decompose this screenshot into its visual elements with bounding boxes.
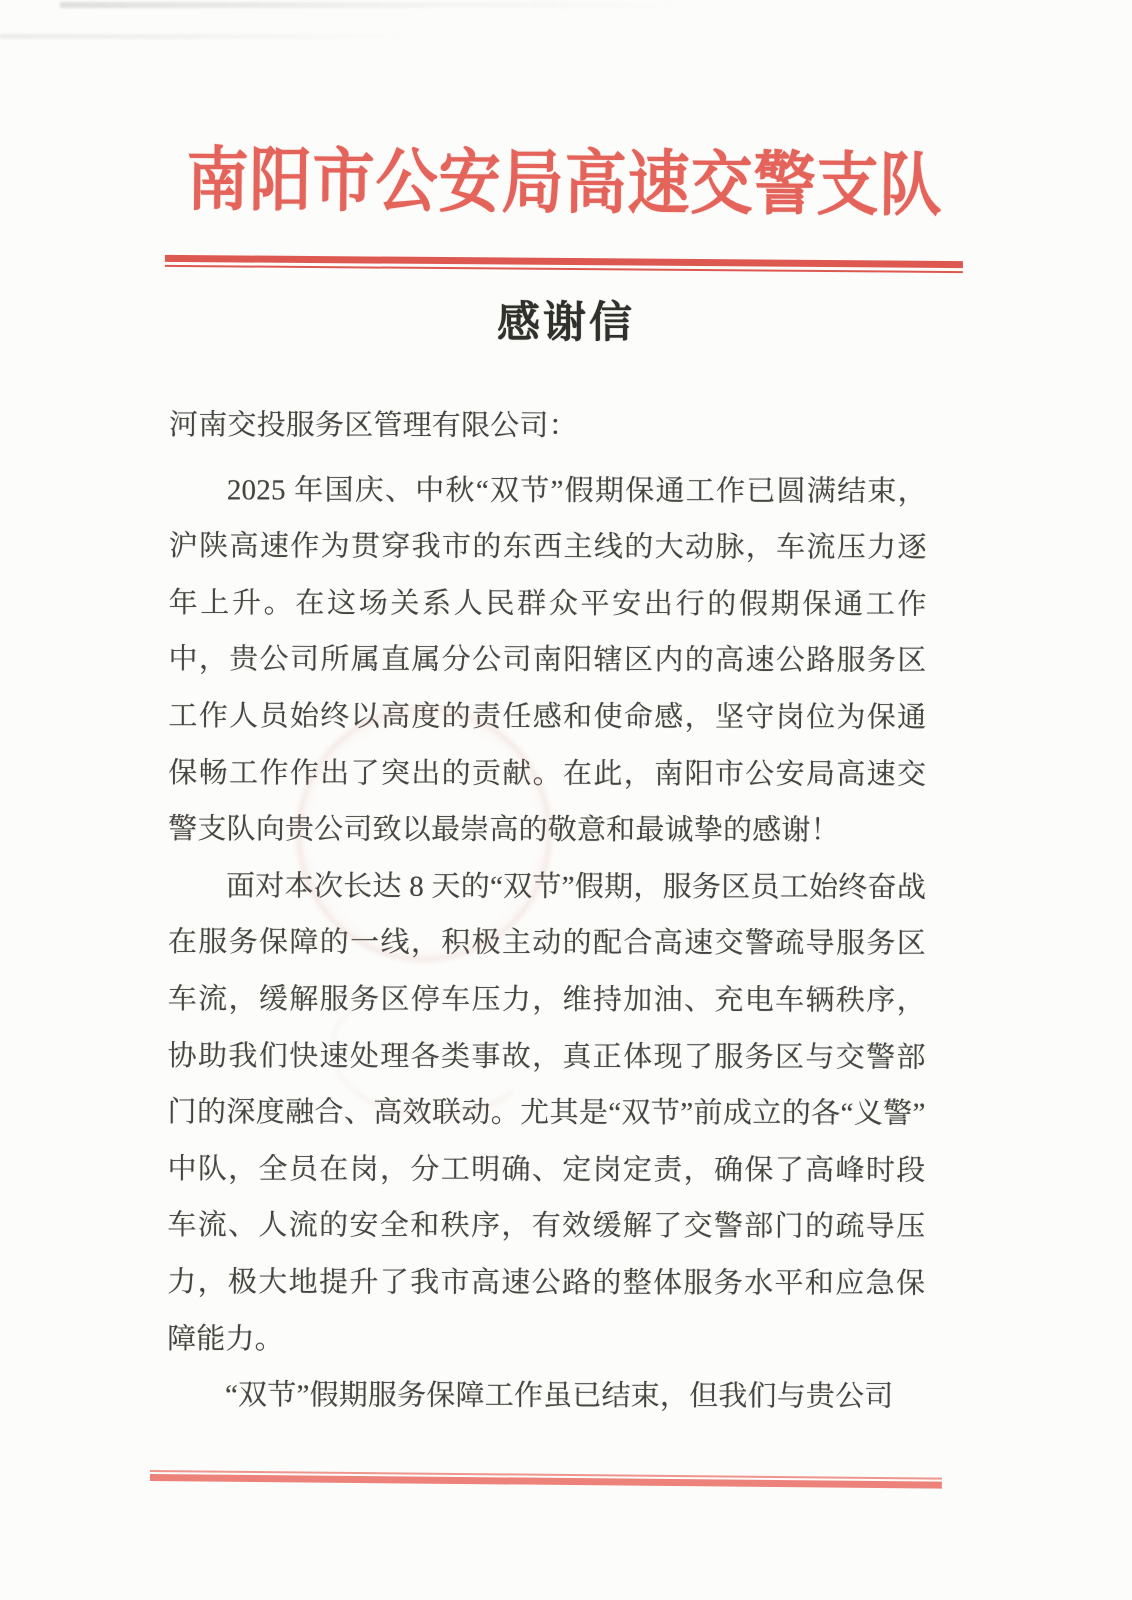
letter-body [167, 397, 927, 1425]
letterhead [0, 0, 1132, 274]
paragraph-1: 2025 年国庆、中秋“双节”假期保通工作已圆满结束，沪陕高速作为贯穿我市的东西主线的大动脉，车流压力逐年上升。在这场关系人民群众平安出行的假期保通工作中，贵公司所属直属分公司南阳辖区内的高速公路服务区工作人员始终以高度的责任感和使命感，坚守岗位为保通保畅工作作出了突出的贡献。在此，南阳市公安局高速交警支队向贵公司致以最崇高的敬意和最诚挚的感谢！ [168, 473, 927, 847]
letterhead-double-rule [165, 255, 963, 273]
salutation: 河南交投服务区管理有限公司： [168, 409, 578, 443]
footer-double-rule [150, 1470, 942, 1489]
letterhead-org-name: 南阳市公安局高速交警支队 [186, 142, 943, 226]
letter-title: 感谢信 [497, 300, 635, 347]
paragraph-3: “双节”假期服务保障工作虽已结束，但我们与贵公司 [224, 1379, 894, 1413]
paragraph-2: 面对本次长达 8 天的“双节”假期，服务区员工始终奋战在服务保障的一线，积极主动的配合高速交警疏导服务区车流，缓解服务区停车压力，维持加油、充电车辆秩序，协助我们快速处理各类事故，真正体现了服务区与交警部门的深度融合、高效联动。尤其是“双节”前成立的各“义警”中队，全员在岗，分工明确、定岗定责，确保了高峰时段车流、人流的安全和秩序，有效缓解了交警部门的疏导压力，极大地提升了我市高速公路的整体服务水平和应急保障能力。 [167, 870, 927, 1355]
